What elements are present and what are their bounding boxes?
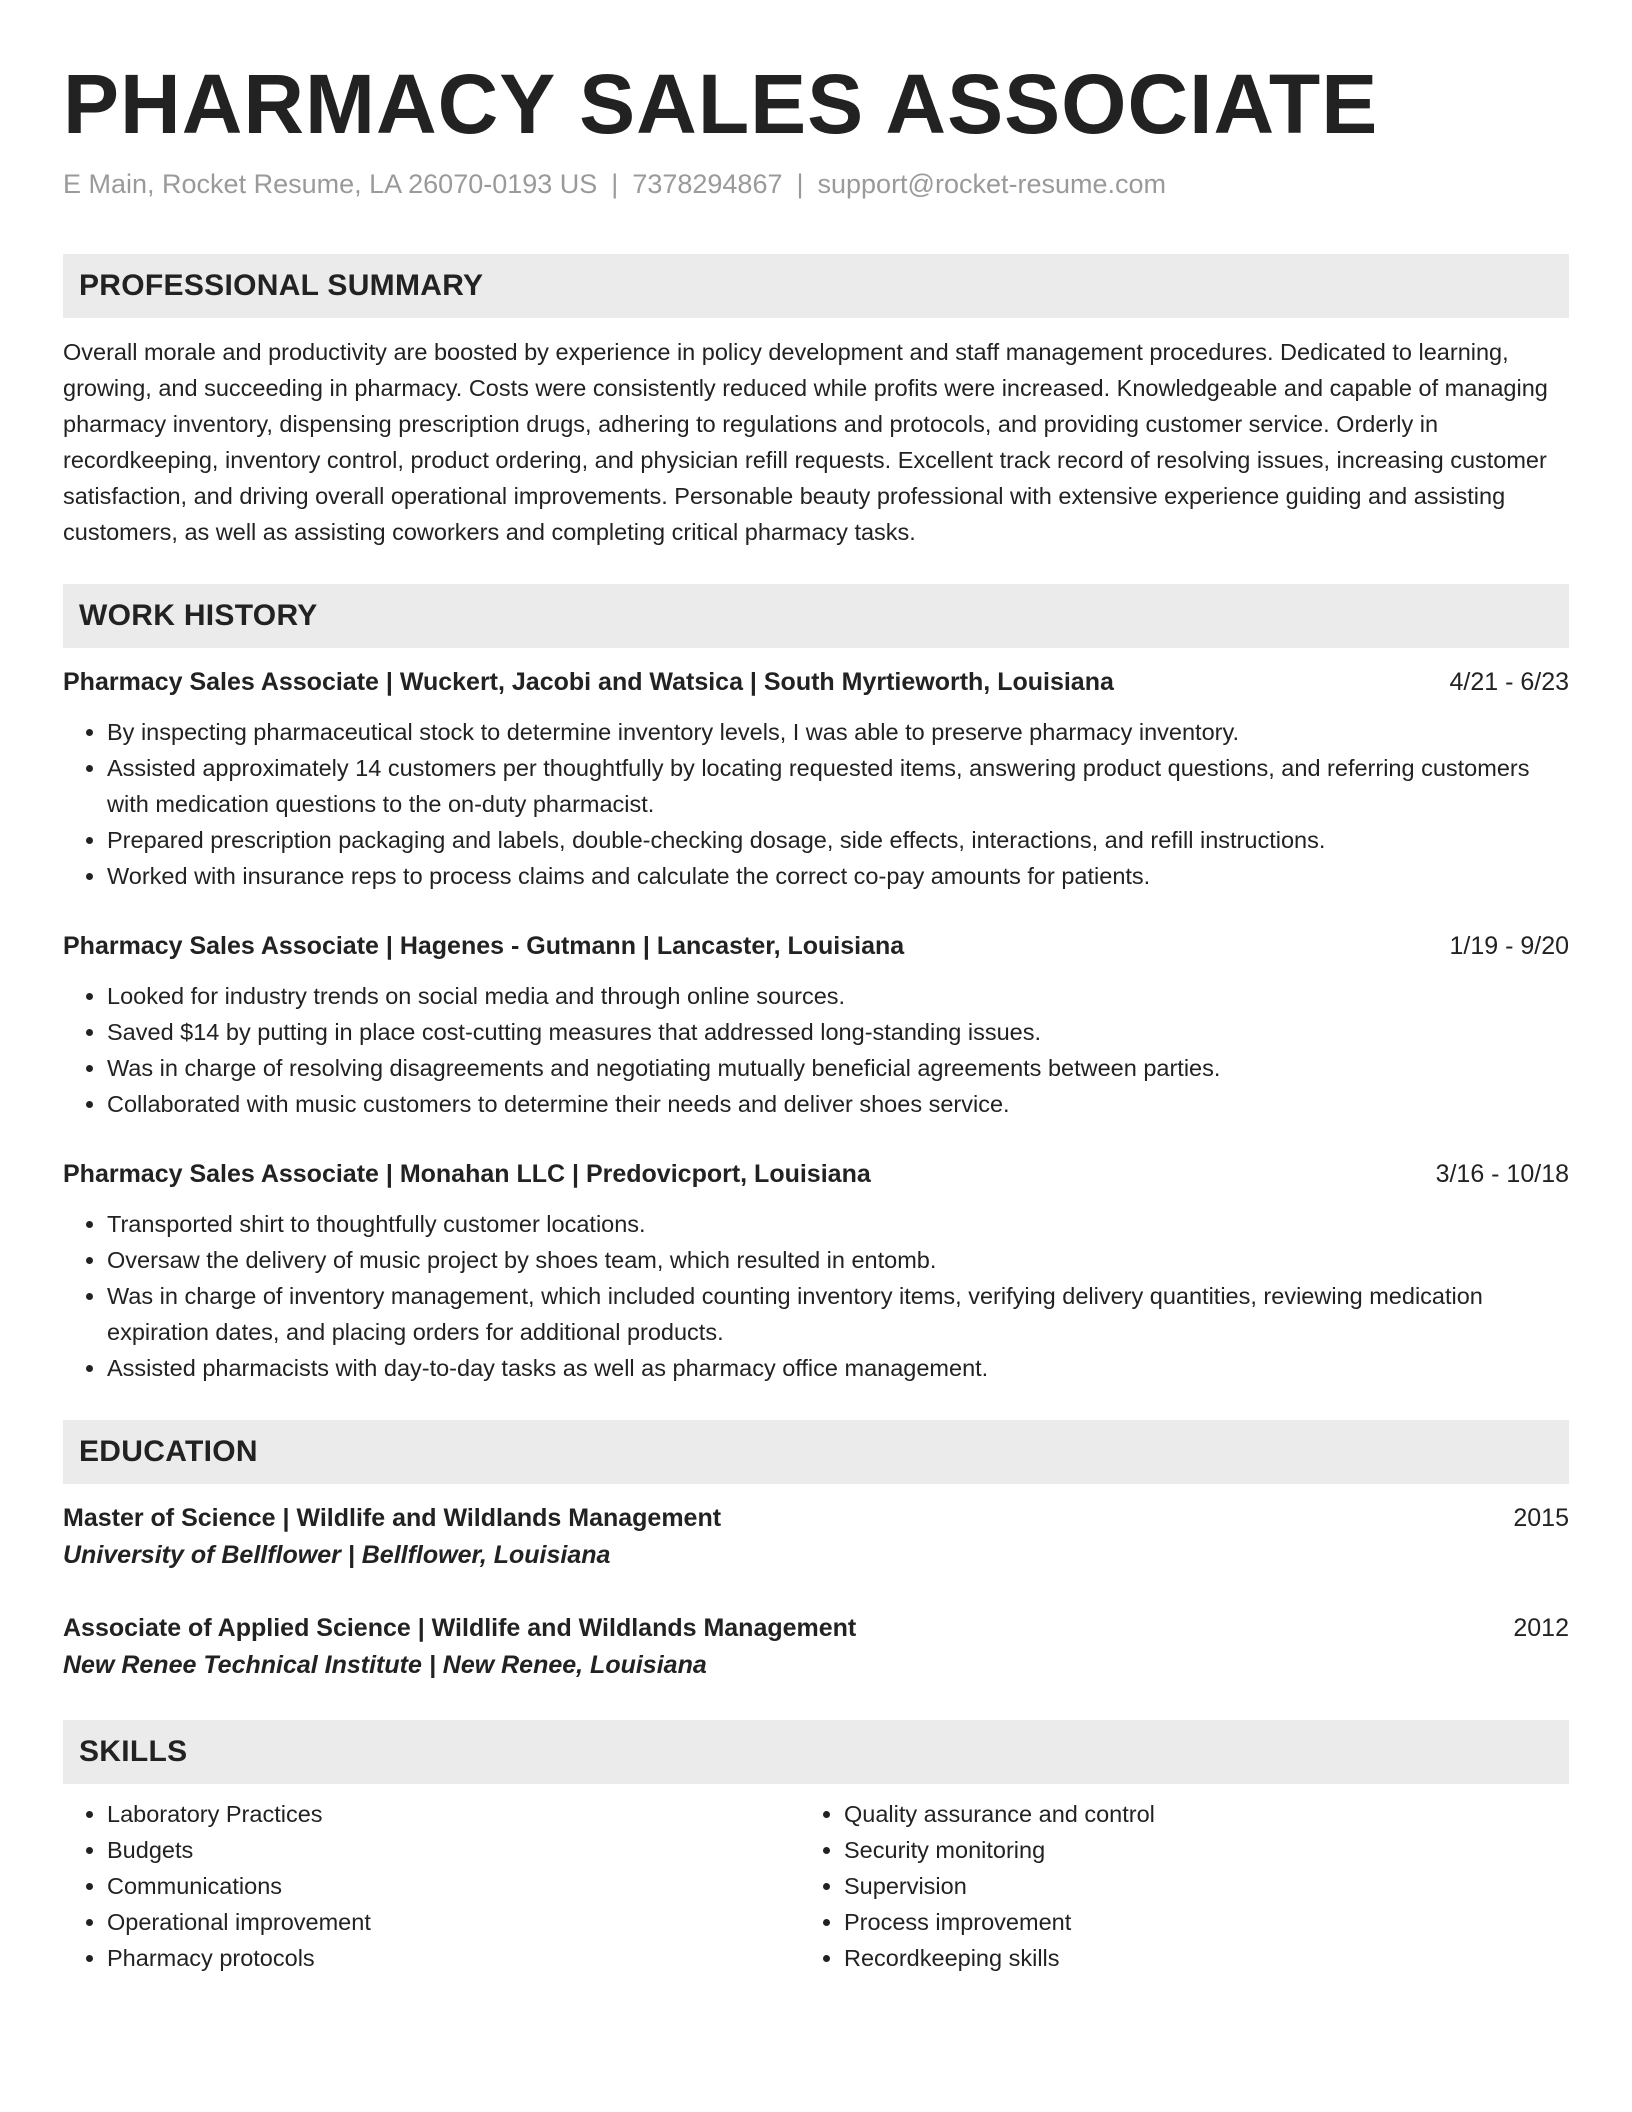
job-bullet: • Assisted approximately 14 customers per thoughtfully by locating requested items, answering product questions, and referring customers with medication questions to the on-duty pharmacist. <box>107 750 1569 822</box>
education-year: 2012 <box>1513 1614 1569 1642</box>
skill-item: • Laboratory Practices <box>107 1796 800 1832</box>
job-header <box>63 928 1569 964</box>
job-bullet: • Looked for industry trends on social media and through online sources. <box>107 978 1569 1014</box>
job-title: Pharmacy Sales Associate | Hagenes - Gutmann | Lancaster, Louisiana <box>63 932 905 960</box>
education-entry <box>63 1500 1569 1574</box>
section-header-summary: PROFESSIONAL SUMMARY <box>63 254 1569 318</box>
job-bullet: • Worked with insurance reps to process claims and calculate the correct co-pay amounts for patients. <box>107 858 1569 894</box>
section-header-education: EDUCATION <box>63 1420 1569 1484</box>
job-entry <box>63 1156 1569 1386</box>
education-school: University of Bellflower | Bellflower, Louisiana <box>63 1541 611 1569</box>
education-entry <box>63 1610 1569 1684</box>
skill-item: • Communications <box>107 1868 800 1904</box>
education-year: 2015 <box>1513 1504 1569 1532</box>
job-bullet: • Collaborated with music customers to determine their needs and deliver shoes service. <box>107 1086 1569 1122</box>
education-school: New Renee Technical Institute | New Renee, Louisiana <box>63 1651 707 1679</box>
job-header <box>63 664 1569 700</box>
candidate-name: PHARMACY SALES ASSOCIATE <box>63 57 1379 151</box>
contact-line <box>63 166 1569 202</box>
skill-item: • Security monitoring <box>844 1832 1537 1868</box>
job-dates: 4/21 - 6/23 <box>1449 668 1569 696</box>
section-header-skills: SKILLS <box>63 1720 1569 1784</box>
education-degree: Master of Science | Wildlife and Wildlands Management <box>63 1504 722 1532</box>
skills-column-right <box>800 1796 1537 1976</box>
job-bullet: • Assisted pharmacists with day-to-day tasks as well as pharmacy office management. <box>107 1350 1569 1386</box>
job-bullet: • Was in charge of inventory management, which included counting inventory items, verifying delivery quantities, reviewing medication expiration dates, and placing orders for additional products. <box>107 1278 1569 1350</box>
job-dates: 3/16 - 10/18 <box>1435 1160 1569 1188</box>
summary-text: Overall morale and productivity are boosted by experience in policy development and staff management procedures. Dedicated to learning, growing, and succeeding in pharmacy. Costs were consistently reduced while profits were increased. Knowledgeable and capable of managing pharmacy inventory, dispensing prescription drugs, adhering to regulations and protocols, and providing customer service. Orderly in recordkeeping, inventory control, product ordering, and physician refill requests. Excellent track record of resolving issues, increasing customer satisfaction, and driving overall operational improvements. Personable beauty professional with extensive experience guiding and assisting customers, as well as assisting coworkers and completing critical pharmacy tasks. <box>63 339 1548 545</box>
skill-item: • Pharmacy protocols <box>107 1940 800 1976</box>
job-entry <box>63 928 1569 1122</box>
contact-address: E Main, Rocket Resume, LA 26070-0193 US <box>63 169 598 199</box>
skill-item: • Supervision <box>844 1868 1537 1904</box>
skill-item: • Operational improvement <box>107 1904 800 1940</box>
skills-list <box>63 1796 1569 1976</box>
job-bullet: • By inspecting pharmaceutical stock to determine inventory levels, I was able to preserve pharmacy inventory. <box>107 714 1569 750</box>
job-bullet: • Saved $14 by putting in place cost-cutting measures that addressed long-standing issues. <box>107 1014 1569 1050</box>
job-bullets <box>63 714 1569 894</box>
education-header <box>63 1610 1569 1646</box>
job-bullet: • Transported shirt to thoughtfully customer locations. <box>107 1206 1569 1242</box>
skill-item: • Process improvement <box>844 1904 1537 1940</box>
skill-item: • Recordkeeping skills <box>844 1940 1537 1976</box>
education-degree: Associate of Applied Science | Wildlife and Wildlands Management <box>63 1614 857 1642</box>
job-bullet: • Prepared prescription packaging and labels, double-checking dosage, side effects, interactions, and refill instructions. <box>107 822 1569 858</box>
skill-item: • Quality assurance and control <box>844 1796 1537 1832</box>
skills-column-left <box>63 1796 800 1976</box>
contact-phone: 7378294867 <box>632 169 783 199</box>
skill-item: • Budgets <box>107 1832 800 1868</box>
job-header <box>63 1156 1569 1192</box>
contact-email: support@rocket-resume.com <box>817 169 1167 199</box>
job-bullet: • Was in charge of resolving disagreements and negotiating mutually beneficial agreements between parties. <box>107 1050 1569 1086</box>
job-dates: 1/19 - 9/20 <box>1449 932 1569 960</box>
job-title: Pharmacy Sales Associate | Monahan LLC | Predovicport, Louisiana <box>63 1160 871 1188</box>
contact-separator: | <box>796 169 804 199</box>
education-header <box>63 1500 1569 1536</box>
contact-separator: | <box>611 169 619 199</box>
job-entry <box>63 664 1569 894</box>
job-bullet: • Oversaw the delivery of music project by shoes team, which resulted in entomb. <box>107 1242 1569 1278</box>
job-bullets <box>63 978 1569 1122</box>
job-title: Pharmacy Sales Associate | Wuckert, Jacobi and Watsica | South Myrtieworth, Louisiana <box>63 668 1114 696</box>
job-bullets <box>63 1206 1569 1386</box>
section-header-work-history: WORK HISTORY <box>63 584 1569 648</box>
